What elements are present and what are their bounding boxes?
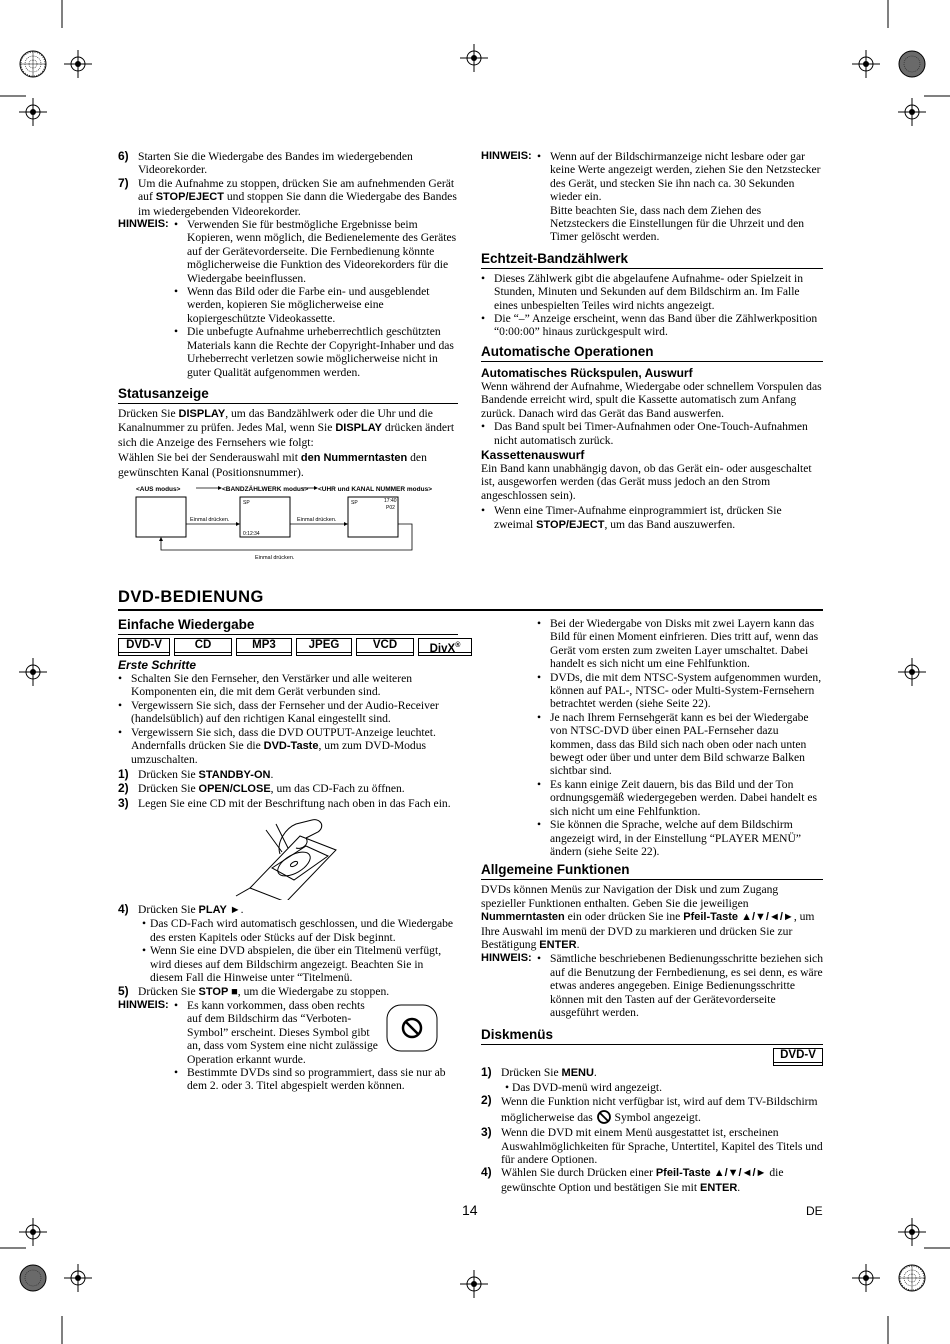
- label-aus-modus: <AUS modus>: [136, 485, 181, 493]
- crosshair-top-right-2: [898, 98, 926, 126]
- section-heading-echtzeit: Echtzeit-Bandzählwerk: [481, 251, 823, 269]
- hinweis-bullet: • Bestimmte DVDs sind so programmiert, dass sie nur ab dem 2. oder 3. Titel abgespielt werden können.: [174, 1065, 446, 1093]
- right-top-section: [481, 150, 823, 532]
- svg-text:Einmal drücken.: Einmal drücken.: [255, 554, 295, 561]
- disc-type-tags: [118, 638, 461, 656]
- status-paragraph-2: Wählen Sie bei der Senderauswahl mit den Nummerntasten den gewünschten Kanal (Positionsnummer).: [118, 451, 427, 479]
- label-uhr-modus: <UHR und KANAL NUMMER modus>: [318, 485, 432, 493]
- hinweis-note: [118, 218, 458, 379]
- disk-step-3: 3) Wenn die DVD mit einem Menü ausgestattet ist, erscheinen Auswahlmöglichkeiten für Sprache, Untertitel, Kapitel des Titels und für andere Optionen.: [481, 1125, 823, 1166]
- echtzeit-bullet: • Dieses Zählwerk gibt die abgelaufene Aufnahme- oder Spielzeit in Stunden, Minuten und Sekunden auf dem Bildschirm an. Im Falle eines unbespielten Teiles wird nichts angezeigt.: [481, 271, 804, 312]
- subheading-rueckspulen: Automatisches Rückspulen, Auswurf: [481, 365, 693, 380]
- tag-cd: CD: [174, 638, 232, 653]
- crosshair-top-left: [19, 98, 47, 126]
- hinweis-text: Wenn auf der Bildschirmanzeige nicht lesbare oder gar keine Werte angezeigt werden, ziehen Sie den Netzstecker des Gerät, und stecken Sie ihn nach ca. 30 Sekunden wieder ein.: [550, 150, 821, 204]
- step-2: 2) Drücken Sie OPEN/CLOSE, um das CD-Fach zu öffnen.: [118, 781, 405, 796]
- label-bandzaehlwerk-modus: <BANDZÄHLWERK modus>: [222, 485, 309, 493]
- status-paragraph-1: Drücken Sie DISPLAY, um das Bandzählwerk oder die Uhr und die Kanalnummer zu prüfen. Jedes Mal, wenn Sie DISPLAY drücken ändert sich die Anzeige des Fernsehers wie folgt:: [118, 406, 455, 449]
- disk-step-2: 2) Wenn die Funktion nicht verfügbar ist, wird auf dem TV-Bildschirm möglicherweise das Symbol angezeigt.: [481, 1093, 818, 1125]
- tag-mp3: MP3: [236, 638, 292, 653]
- left-top-section: [118, 150, 458, 567]
- rueckspulen-bullet: • Das Band spult bei Timer-Aufnahmen oder One-Touch-Aufnahmen nicht automatisch zurück.: [481, 420, 808, 447]
- hinweis-text-2: Bitte beachten Sie, dass nach dem Ziehen des Netzsteckers die Einstellungen für die Uhrzeit und den Timer gelöscht werden.: [550, 203, 805, 244]
- step-3: 3) Legen Sie eine CD mit der Beschriftung nach oben in das Fach ein.: [118, 795, 451, 810]
- section-heading-automatische-operationen: Automatische Operationen: [481, 344, 823, 362]
- section-heading-einfache-wiedergabe: Einfache Wiedergabe: [118, 617, 458, 635]
- hinweis-label: HINWEIS:: [481, 150, 532, 162]
- hinweis-bullet: • Es kann vorkommen, dass oben rechts auf dem Bildschirm das “Verboten-Symbol” erscheint. Dieses Symbol gibt an, dass vom System eine nicht zulässige Operation erkannt wurde.: [174, 998, 378, 1066]
- step-number: 6): [118, 149, 129, 163]
- erste-bullet: • Vergewissern Sie sich, dass der Fernseher und der Audio-Receiver (handelsüblich) auf den richtigen Kanal eingestellt sind.: [118, 698, 439, 726]
- crosshair-top-left-2: [64, 50, 92, 78]
- step-text: Starten Sie die Wiedergabe des Bandes im wiedergebenden Videorekorder.: [138, 150, 413, 177]
- crosshair-top-right: [852, 50, 880, 78]
- disk-step-4: 4) Wählen Sie durch Drücken einer Pfeil-Taste ▲/▼/◄/► die gewünschte Option und bestätigen Sie mit ENTER.: [481, 1165, 784, 1194]
- rueckspulen-text: Wenn während der Aufnahme, Wiedergabe oder schnellem Vorspulen das Bandende erreicht wird, spult die Kassette automatisch zum Anfang zurück. Danach wird das Gerät das Band auswerfen.: [481, 379, 822, 420]
- allgemeine-text: DVDs können Menüs zur Navigation der Disk und zum Zugang spezieller Funktionen enthalten. Geben Sie die jeweiligen Nummerntasten ein oder drücken Sie ine Pfeil-Taste ▲/▼/◄/►, um Ihre Auswahl im menü der DVD zu markieren und drücken Sie zur Bestätigung ENTER.: [481, 883, 815, 951]
- tag-jpeg: JPEG: [296, 638, 352, 653]
- subheading-kassettenauswurf: Kassettenauswurf: [481, 447, 585, 462]
- step-5: 5) Drücken Sie STOP ■, um die Wiedergabe zu stoppen.: [118, 983, 390, 998]
- hinweis-label: HINWEIS:: [118, 998, 169, 1011]
- star-mark-top-left: [20, 51, 46, 77]
- step-6: [118, 150, 458, 177]
- crosshair-bottom-right: [898, 1218, 926, 1246]
- notes-bullet: • Bei der Wiedergabe von Disks mit zwei Layern kann das Bild für einen Moment einfrieren. Dies tritt auf, wenn das Gerät vom ersten zum zweiten Layer umschaltet. Dabei handelt es sich nicht um eine Fehlfunktion.: [537, 617, 819, 671]
- crosshair-bottom-left-2: [64, 1264, 92, 1292]
- hinweis-bullet: • Wenn das Bild oder die Farbe ein- und ausgeblendet werden, kopieren Sie möglicherweise eine kopiergeschützte Videokassette.: [174, 285, 430, 325]
- disk-step-1: 1) Drücken Sie MENU.: [481, 1065, 597, 1080]
- kassettenauswurf-text: Ein Band kann unabhängig davon, ob das Gerät ein- oder ausgeschaltet ist, ausgeworfen werden (das Gerät muss jedoch an den Strom angeschlossen sein).: [481, 461, 812, 502]
- crosshair-bottom-right-2: [852, 1264, 880, 1292]
- star-mark-bottom-left: [20, 1265, 46, 1291]
- svg-text:Einmal drücken.: Einmal drücken.: [190, 516, 230, 523]
- erste-bullet: • Schalten Sie den Fernseher, den Verstärker und alle weiteren Komponenten ein, die mit dem Gerät verbunden sind.: [118, 672, 413, 699]
- hinweis-note: HINWEIS: • Wenn auf der Bildschirmanzeige nicht lesbare oder gar keine Werte angezeigt werden, ziehen Sie den Netzstecker des Gerät, und stecken Sie ihn nach ca. 30 Sekunden wieder ein. Bitte beachten Sie, dass nach dem Ziehen des Netzsteckers die Einstellungen für die Uhrzeit und den Timer gelöscht werden.: [481, 150, 823, 244]
- hinweis-bullet: • Verwenden Sie für bestmögliche Ergebnisse beim Kopieren, wenn möglich, die Bedienelemente des Gerätes auf der Gerätevorderseite. Die Fernbedienung könnte möglicherweise die Funktion des Videorekorders für die Wiedergabe beeinflussen.: [174, 218, 457, 285]
- subheading-erste-schritte: Erste Schritte: [118, 658, 197, 672]
- notes-bullet: • DVDs, die mit dem NTSC-System aufgenommen wurden, können auf PAL-, NTSC- oder Multi-System-Fernsehern betrachtet werden (siehe Seite 22).: [537, 670, 822, 711]
- step-1: 1) Drücken Sie STANDBY-ON.: [118, 766, 274, 781]
- crosshair-mid-right: [898, 658, 926, 686]
- tag-dvd-v: DVD-V: [118, 638, 170, 653]
- echtzeit-bullet: • Die “–” Anzeige erscheint, wenn das Band über die Zählwerkposition “0:00:00” hinaus zurückgespult wird.: [481, 312, 818, 339]
- svg-text:Einmal drücken.: Einmal drücken.: [297, 516, 337, 523]
- svg-text:17:40: 17:40: [384, 497, 397, 504]
- display-mode-diagram: [118, 483, 458, 567]
- step-text: Um die Aufnahme zu stoppen, drücken Sie am aufnehmenden Gerät auf STOP/EJECT und stoppen Sie dann die Wiedergabe des Bandes im wiedergebenden Videorekorder.: [138, 176, 457, 218]
- disc-insert-illustration: [118, 814, 458, 900]
- prohibited-icon: [596, 1110, 612, 1124]
- step-7: [118, 177, 458, 218]
- tag-divx: DivX®: [418, 638, 472, 653]
- tag-dvd-v: DVD-V: [773, 1048, 823, 1063]
- notes-bullet: • Es kann einige Zeit dauern, bis das Bild und der Ton ordnungsgemäß wiedergegeben werden. Dabei handelt es sich nicht um eine Fehlfunktion.: [537, 777, 817, 818]
- crosshair-bottom-center: [460, 1270, 488, 1298]
- step-4-bullet: • Das CD-Fach wird automatisch geschlossen, und die Wiedergabe des ersten Kapitels oder Stücks auf der Disk beginnt.: [142, 917, 454, 944]
- section-heading-statusanzeige: Statusanzeige: [118, 386, 458, 404]
- svg-text:0:12:34: 0:12:34: [243, 530, 260, 537]
- svg-text:SP: SP: [243, 499, 250, 506]
- language-code: DE: [806, 1204, 823, 1218]
- hinweis-label: HINWEIS:: [481, 952, 532, 965]
- notes-bullet: • Je nach Ihrem Fernsehgerät kann es bei der Wiedergabe von NTSC-DVD über einen PAL-Fernseher dazu kommen, dass das Bild sich nach oben oder nach unten bewegt oder über und unter dem Bild schwarze Balken sichtbar sind.: [537, 710, 809, 778]
- prohibited-symbol-icon: [385, 1001, 445, 1061]
- main-heading-dvd-bedienung: DVD-BEDIENUNG: [118, 587, 823, 611]
- section-heading-diskmenues: Diskmenüs: [481, 1027, 823, 1045]
- hinweis-note: HINWEIS: • Sämtliche beschriebenen Bedienungsschritte beziehen sich auf die Benutzung der Fernbedienung, es sei denn, es wäre etwas anderes angegeben. Einige Bedienungsschritte können mit den Tasten auf der Gerätevorderseite ausgeführt werden.: [481, 952, 824, 1019]
- page-number: 14: [462, 1202, 478, 1218]
- disk-step-1-sub: • Das DVD-menü wird angezeigt.: [505, 1080, 662, 1094]
- svg-text:P02: P02: [386, 504, 395, 511]
- step-4: 4) Drücken Sie PLAY ►.: [118, 902, 244, 917]
- svg-text:SP: SP: [351, 499, 358, 506]
- crosshair-bottom-left: [19, 1218, 47, 1246]
- kassettenauswurf-bullet: • Wenn eine Timer-Aufnahme einprogrammiert ist, drücken Sie zweimal STOP/EJECT, um das Band auszuwerfen.: [481, 504, 782, 531]
- hinweis-bullet: • Die unbefugte Aufnahme urheberrechtlich geschützten Materials kann die Rechte der Copyright-Inhaber und das Urheberrecht verletzen sowie möglicherweise nicht in guter Qualität aufgenommen werden.: [174, 325, 454, 379]
- hinweis-note: [118, 999, 458, 1093]
- step-number: 7): [118, 175, 129, 190]
- star-mark-bottom-right: [899, 1265, 925, 1291]
- hinweis-text: Sämtliche beschriebenen Bedienungsschritte beziehen sich auf die Benutzung der Fernbedienung, es sei denn, es wäre etwas anderes angegeben. Einige Bedienungsschritte können mit den Tasten auf der Gerätevorderseite ausgeführt werden.: [550, 952, 824, 1019]
- section-heading-allgemeine-funktionen: Allgemeine Funktionen: [481, 862, 823, 880]
- hinweis-label: HINWEIS:: [118, 218, 169, 231]
- tag-vcd: VCD: [356, 638, 414, 653]
- step-4-bullet: • Wenn Sie eine DVD abspielen, die über ein Titelmenü verfügt, wird dieses auf dem Bildschirm angezeigt. Beachten Sie in diesem Fall die Hinweise unter “Titelmenü.: [142, 944, 442, 985]
- right-bottom-section: [481, 617, 823, 1195]
- left-bottom-section: [118, 617, 461, 1093]
- star-mark-top-right: [899, 51, 925, 77]
- erste-bullet: • Vergewissern Sie sich, dass die DVD OUTPUT-Anzeige leuchtet. Andernfalls drücken Sie die DVD-Taste, um zum DVD-Modus umzuschalten.: [118, 725, 436, 767]
- screen-aus: [136, 497, 186, 537]
- notes-bullet: • Sie können die Sprache, welche auf dem Bildschirm angezeigt wird, in der Einstellung “PLAYER MENÜ” ändern (siehe Seite 22).: [537, 818, 802, 858]
- crosshair-top-center: [460, 44, 488, 72]
- crosshair-mid-left: [19, 658, 47, 686]
